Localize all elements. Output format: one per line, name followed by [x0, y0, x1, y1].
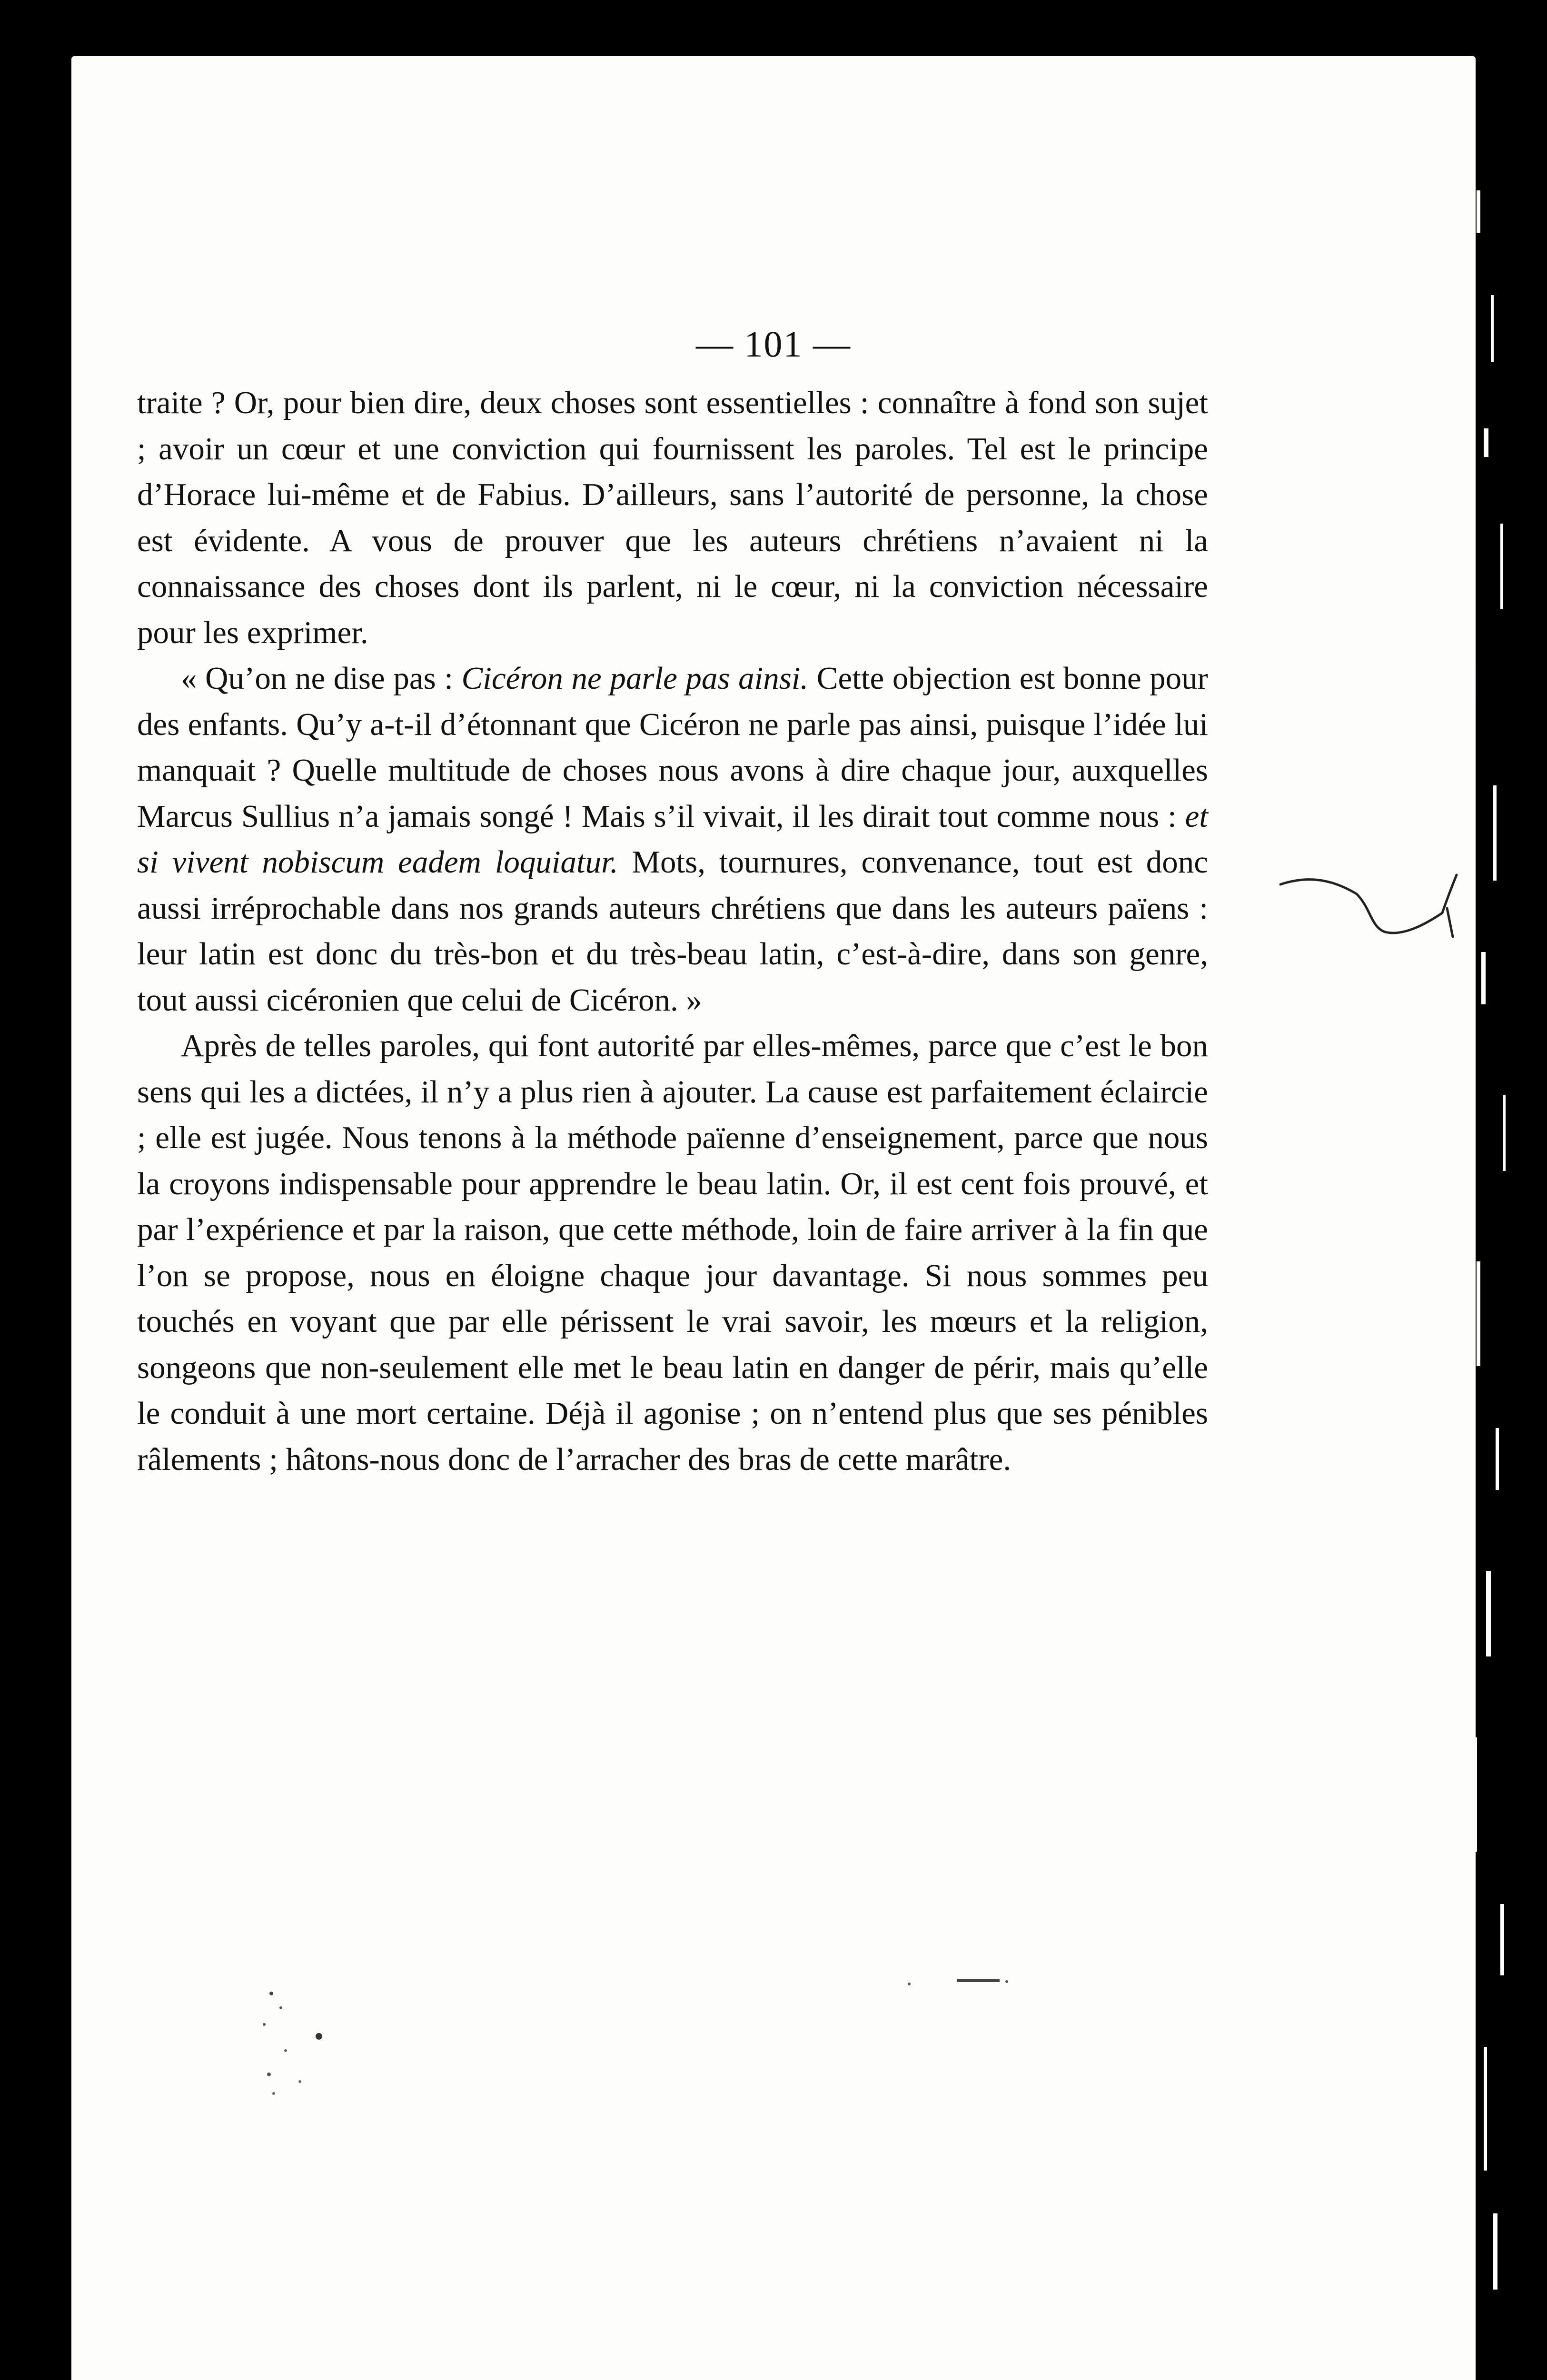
paragraph-1-text: traite ? Or, pour bien dire, deux choses sont essentielles : connaître à fond son sujet ; avoir un cœur et une conviction qui fournissent les paroles. Tel est le principe d’Horace lui-même et de Fabius. D’ailleurs, sans l’autorité de personne, la chose est évidente. A vous de prouver que les auteurs chrétiens n’avaient ni la connaissance des choses dont ils parlent, ni le cœur, ni la conviction nécessaire pour les exprimer.	[137, 385, 1208, 650]
paragraph-1	[137, 380, 1208, 655]
page-number: — 101 —	[696, 323, 851, 365]
paragraph-3	[137, 1023, 1208, 1482]
scan-speckles-right	[900, 1965, 1042, 2089]
paragraph-2-italic-quote: Cicéron ne parle pas ainsi.	[461, 661, 809, 696]
book-page	[71, 56, 1476, 2380]
paragraph-2	[137, 655, 1208, 1023]
margin-pencil-mark	[1276, 865, 1480, 956]
scan-speckles-left	[252, 1979, 395, 2103]
paragraph-3-text: Après de telles paroles, qui font autorité par elles-mêmes, parce que c’est le bon sens qui les a dictées, il n’y a plus rien à ajouter. La cause est parfaitement éclaircie ; elle est jugée. Nous tenons à la méthode païenne d’enseignement, parce que nous la croyons indispensable pour apprendre le beau latin. Or, il est cent fois prouvé, et par l’expérience et par la raison, que cette méthode, loin de faire arriver à la fin que l’on se propose, nous en éloigne chaque jour davantage. Si nous sommes peu touchés en voyant que par elle périssent le vrai savoir, les mœurs et la religion, songeons que non-seulement elle met le beau latin en danger de périr, mais qu’elle le conduit à une mort certaine. Déjà il agonise ; on n’entend plus que ses pénibles râlements ; hâtons-nous donc de l’arracher des bras de cette marâtre.	[137, 1028, 1208, 1477]
paragraph-2-text-a: « Qu’on ne dise pas :	[181, 661, 462, 696]
body-text	[137, 380, 1208, 1482]
scan-edge-noise	[1458, 95, 1538, 2332]
paragraph-2-italic-latin: et si vivent nobiscum eadem loquiatur.	[137, 798, 1208, 880]
paragraph-2-text-c: Mots, tournures, convenance, tout est donc aussi irréprochable dans nos grands auteurs chrétiens que dans les auteurs païens : leur latin est donc du très-bon et du très-beau latin, c’est-à-dire, dans son genre, tout aussi cicéronien que celui de Cicéron. »	[137, 844, 1209, 1018]
paragraph-2-text-b: Cette objection est bonne pour des enfants. Qu’y a-t-il d’étonnant que Cicéron ne parle pas ainsi, puisque l’idée lui manquait ? Quelle multitude de choses nous avons à dire chaque jour, auxquelles Marcus Sullius n’a jamais songé ! Mais s’il vivait, il les dirait tout comme nous :	[137, 661, 1208, 834]
